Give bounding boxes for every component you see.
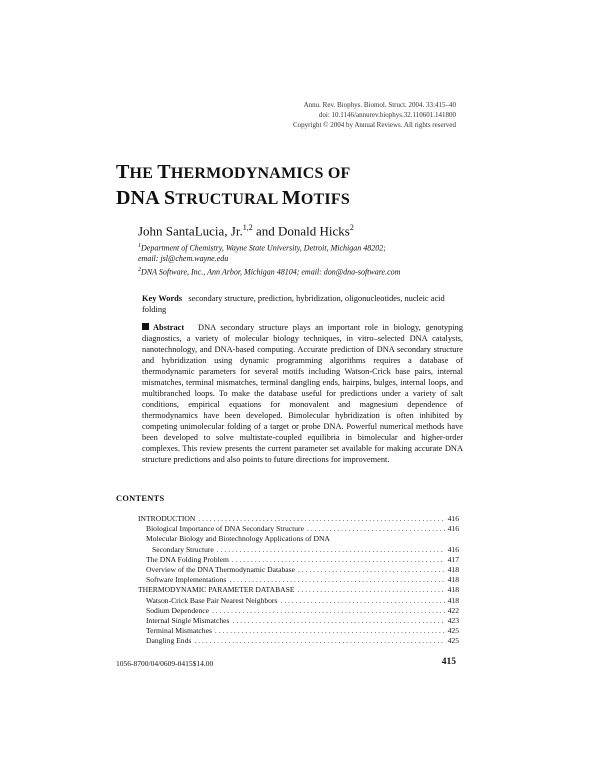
toc-entry-title: Secondary Structure — [152, 544, 214, 554]
toc-leader-dots — [307, 524, 445, 533]
toc-entry-page: 422 — [447, 605, 459, 615]
abstract-text: DNA secondary structure plays an important role in biology, genotyping diagnostics, a variety of molecular biology techniques, in vitro–selected DNA catalysts, nanotechnology, and DNA-based computing. Accurate prediction of DNA secondary structure and hybridization using dynamic programming algorithms requires a database of thermodynamic parameters for several motifs including Watson-Crick base pairs, internal mismatches, terminal mismatches, terminal dangling ends, hairpins, bulges, internal loops, and multibranched loops. To make the database useful for predictions under a variety of salt conditions, empirical equations for monovalent and magnesium dependence of thermodynamics have been developed. Bimolecular hybridization is often inhibited by competing unimolecular folding of a target or probe DNA. Powerful numerical methods have been developed to solve multistate-coupled equilibria in bimolecular and higher-order complexes. This review presents the current parameter set available for making accurate DNA structure predictions and also points to future directions for improvement. — [142, 323, 464, 464]
keywords-text: secondary structure, prediction, hybridization, oligonucleotides, nucleic acid folding — [142, 294, 445, 314]
toc-leader-dots — [198, 514, 444, 523]
toc-entry[interactable] — [138, 524, 459, 534]
toc-entry[interactable] — [138, 575, 459, 585]
toc-leader-dots — [297, 585, 444, 594]
toc-entry[interactable] — [138, 585, 459, 595]
keywords-label: Key Words — [142, 294, 183, 303]
toc-entry-page: 417 — [447, 554, 459, 564]
author-hicks: Donald Hicks — [278, 223, 350, 239]
square-bullet-icon — [142, 323, 149, 330]
toc-entry-title: Terminal Mismatches — [146, 626, 212, 636]
keywords — [142, 293, 467, 315]
toc-leader-dots — [217, 545, 445, 554]
toc-entry-page: 416 — [447, 544, 459, 554]
toc-entry-page: 425 — [447, 626, 459, 636]
affiliation-2: DNA Software, Inc., Ann Arbor, Michigan 48104; email: don@dna-software.com — [141, 267, 401, 277]
toc-entry-title: Molecular Biology and Biotechnology Applications of DNA — [146, 534, 330, 544]
toc-entry-title: Overview of the DNA Thermodynamic Database — [146, 564, 295, 574]
toc-leader-dots — [233, 616, 445, 625]
doi[interactable]: doi: 10.1146/annurev.biophys.32.110601.141800 — [318, 111, 456, 119]
toc-entry[interactable] — [138, 555, 459, 565]
issn-price: 1056-8700/04/0609-0415$14.00 — [116, 659, 214, 668]
toc-entry-title: THERMODYNAMIC PARAMETER DATABASE — [138, 585, 295, 595]
title-line-1: THE THERMODYNAMICS OF — [116, 161, 351, 183]
toc-entry-page: 418 — [447, 575, 459, 585]
abstract — [142, 322, 463, 465]
toc-entry-page: 423 — [447, 615, 459, 625]
toc-leader-dots — [194, 636, 444, 645]
author-santalucia: John SantaLucia, Jr. — [138, 223, 243, 239]
author-list: John SantaLucia, Jr.$^{1,2}$ and Donald Hicks$^2$ — [138, 223, 354, 239]
toc-entry[interactable] — [138, 636, 459, 646]
toc-entry-title: The DNA Folding Problem — [146, 554, 229, 564]
copyright: Copyright © 2004 by Annual Reviews. All rights reserved — [293, 121, 456, 129]
toc-entry-title: Software Implementations — [146, 575, 227, 585]
toc-leader-dots — [229, 575, 444, 584]
toc-entry[interactable] — [138, 514, 459, 524]
toc-entry-page: 418 — [447, 585, 459, 595]
abstract-label: Abstract — [153, 323, 185, 332]
toc-entry-page: 418 — [447, 564, 459, 574]
email-1[interactable]: email: jsl@chem.wayne.edu — [138, 254, 229, 264]
toc-entry-page: 425 — [447, 636, 459, 646]
toc-entry-title: Biological Importance of DNA Secondary Structure — [146, 524, 304, 534]
table-of-contents — [138, 514, 459, 646]
journal-citation: Annu. Rev. Biophys. Biomol. Struct. 2004. 33:415–40 — [303, 101, 456, 109]
toc-entry[interactable] — [138, 616, 459, 626]
title-line-2: DNA STRUCTURAL MOTIFS — [116, 187, 350, 209]
toc-entry[interactable] — [138, 545, 459, 555]
toc-entry[interactable] — [138, 596, 459, 606]
toc-leader-dots — [232, 555, 445, 564]
contents-heading: CONTENTS — [116, 494, 165, 503]
affiliation-1: Department of Chemistry, Wayne State University, Detroit, Michigan 48202; — [141, 243, 386, 253]
toc-entry[interactable] — [138, 626, 459, 636]
toc-entry-title: INTRODUCTION — [138, 514, 196, 523]
page-number: 415 — [441, 657, 456, 667]
citation-block — [293, 100, 456, 130]
toc-leader-dots — [280, 596, 444, 605]
article-title — [116, 160, 350, 212]
toc-entry[interactable] — [138, 534, 459, 544]
toc-entry-page: 416 — [447, 514, 459, 523]
toc-entry-title: Internal Single Mismatches — [146, 615, 230, 625]
toc-entry-page: 418 — [447, 595, 459, 605]
toc-entry-title: Watson-Crick Base Pair Nearest Neighbors — [146, 595, 278, 605]
affiliations: $^1$Department of Chemistry, Wayne State University, Detroit, Michigan 48202; email: jsl@chem.wayne.edu $^2$DNA Software, Inc., Ann Arbor, Michigan 48104; email: don@dna-software.com — [138, 241, 478, 278]
toc-entry-title: Dangling Ends — [146, 636, 192, 646]
toc-leader-dots — [212, 606, 445, 615]
toc-entry-page: 416 — [447, 524, 459, 534]
toc-leader-dots — [215, 626, 445, 635]
toc-leader-dots — [298, 565, 445, 574]
toc-entry-title: Sodium Dependence — [146, 605, 210, 615]
toc-entry[interactable] — [138, 565, 459, 575]
toc-entry[interactable] — [138, 606, 459, 616]
